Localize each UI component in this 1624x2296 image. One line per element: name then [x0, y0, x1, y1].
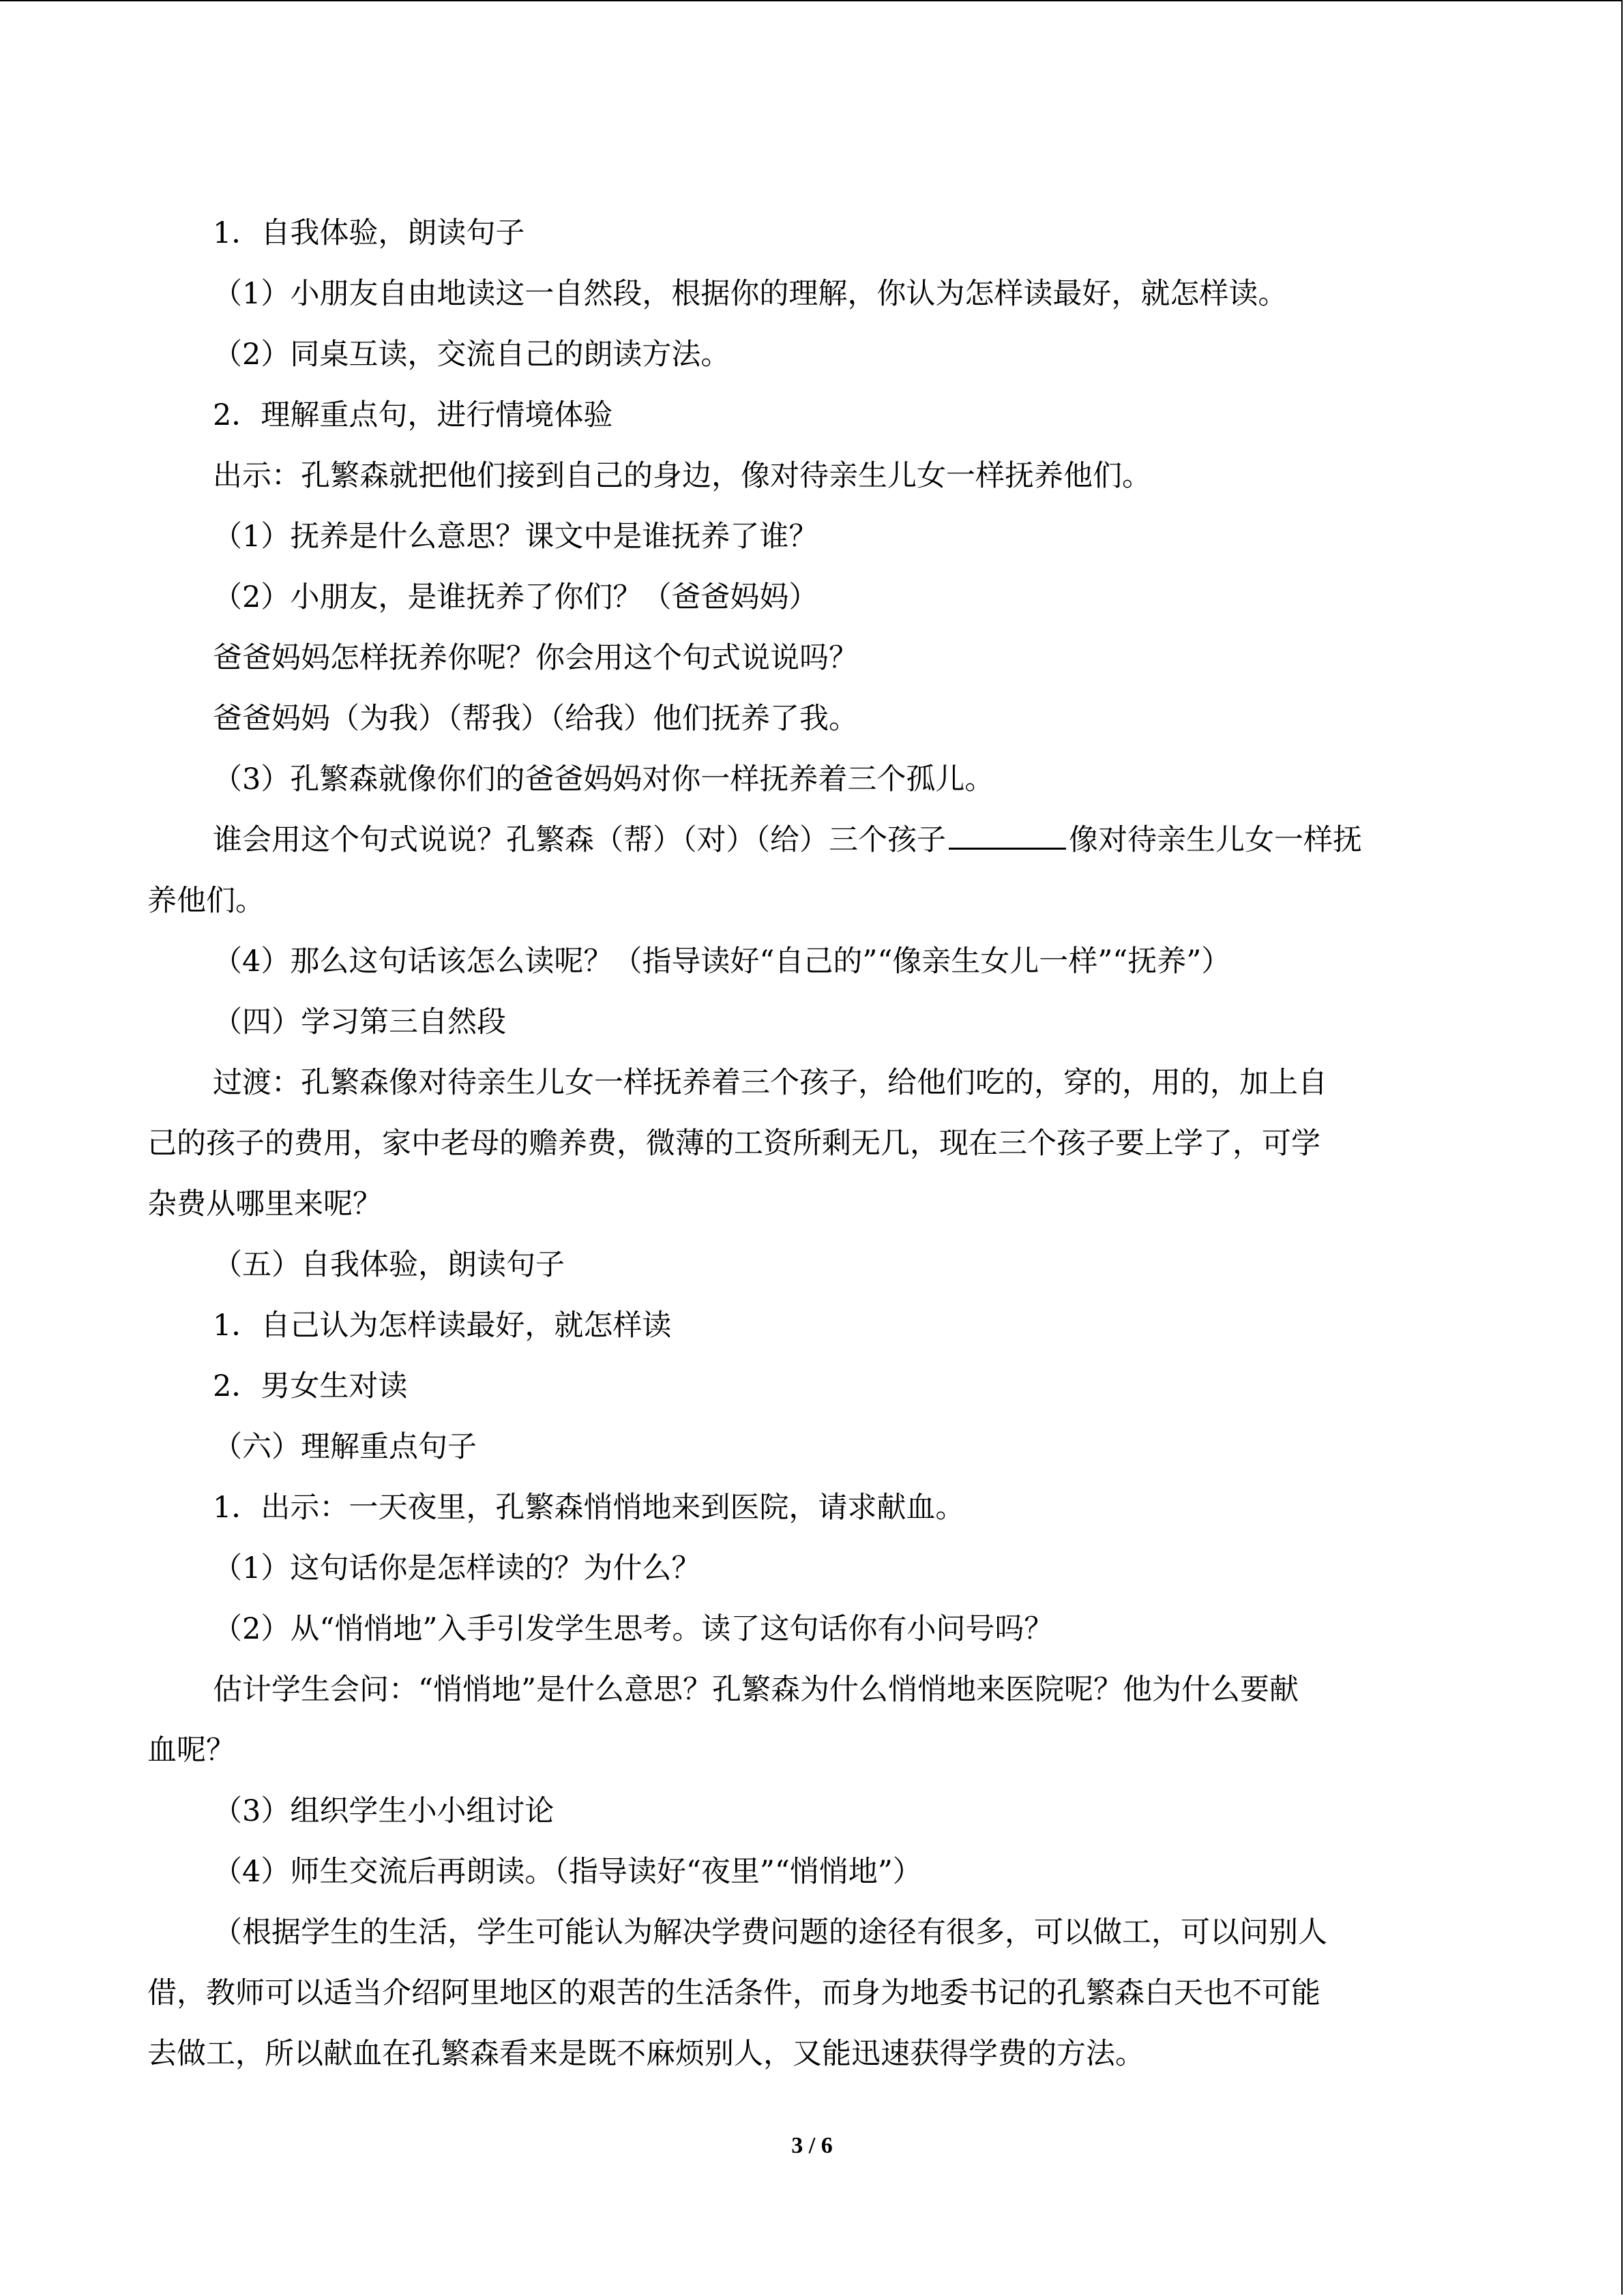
transition-line: 己的孩子的费用，家中老母的赡养费，微薄的工资所剩无几，现在三个孩子要上学了，可学: [147, 1127, 1320, 1161]
paragraph: （1）小朋友自由地读这一自然段，根据你的理解，你认为怎样读最好，就怎样读。: [213, 277, 1288, 311]
closing-line: 去做工，所以献血在孔繁森看来是既不麻烦别人，又能迅速获得学费的方法。: [147, 2037, 1145, 2071]
sentence-before-blank: 谁会用这个句式说说？孔繁森（帮）（对）（给）三个孩子: [213, 823, 946, 857]
fill-in-blank: [949, 822, 1066, 850]
paragraph: （4）那么这句话该怎么读呢？（指导读好“自己的”“像亲生女儿一样”“抚养”）: [213, 944, 1231, 979]
paragraph: 1．自我体验，朗读句子: [213, 216, 525, 250]
closing-line: 借，教师可以适当介绍阿里地区的艰苦的生活条件，而身为地委书记的孔繁森白天也不可能: [147, 1976, 1320, 2010]
paragraph: 2．男女生对读: [213, 1369, 408, 1403]
sentence-after-blank: 像对待亲生儿女一样抚: [1069, 823, 1362, 857]
paragraph: 爸爸妈妈怎样抚养你呢？你会用这个句式说说吗？: [213, 641, 858, 675]
paragraph: 1．自己认为怎样读最好，就怎样读: [213, 1309, 672, 1343]
paragraph: （2）从“悄悄地”入手引发学生思考。读了这句话你有小问号吗？: [213, 1612, 1054, 1646]
paragraph: 出示：孔繁森就把他们接到自己的身边，像对待亲生儿女一样抚养他们。: [213, 459, 1151, 493]
paragraph: （4）师生交流后再朗读。（指导读好“夜里”“悄悄地”）: [213, 1855, 922, 1889]
transition-line: 杂费从哪里来呢？: [147, 1187, 382, 1221]
paragraph: （3）组织学生小小组讨论: [213, 1794, 555, 1828]
paragraph: 爸爸妈妈（为我）（帮我）（给我）他们抚养了我。: [213, 702, 858, 736]
paragraph: （3）孔繁森就像你们的爸爸妈妈对你一样抚养着三个孤儿。: [213, 762, 994, 796]
paragraph: 2．理解重点句，进行情境体验: [213, 398, 613, 432]
page-number: 3 / 6: [791, 2133, 833, 2158]
closing-line: （根据学生的生活，学生可能认为解决学费问题的途径有很多，可以做工，可以问别人: [213, 1915, 1327, 1950]
document-body: [147, 203, 1477, 2085]
question-line: 血呢？: [147, 1733, 235, 1768]
paragraph: （2）同桌互读，交流自己的朗读方法。: [213, 338, 730, 372]
section-heading: （五）自我体验，朗读句子: [213, 1248, 565, 1282]
paragraph-continuation: 养他们。: [147, 884, 265, 918]
section-heading: （六）理解重点句子: [213, 1430, 477, 1464]
paragraph: （1）抚养是什么意思？课文中是谁抚养了谁？: [213, 520, 818, 554]
question-line: 估计学生会问：“悄悄地”是什么意思？孔繁森为什么悄悄地来医院呢？他为什么要献: [213, 1673, 1299, 1707]
transition-line: 过渡：孔繁森像对待亲生儿女一样抚养着三个孩子，给他们吃的，穿的，用的，加上自: [213, 1066, 1327, 1100]
section-heading: （四）学习第三自然段: [213, 1005, 506, 1039]
paragraph: 1．出示：一天夜里，孔繁森悄悄地来到医院，请求献血。: [213, 1491, 965, 1525]
paragraph: （2）小朋友，是谁抚养了你们？（爸爸妈妈）: [213, 580, 818, 614]
fill-in-sentence: [147, 810, 1477, 871]
paragraph: （1）这句话你是怎样读的？为什么？: [213, 1551, 701, 1585]
